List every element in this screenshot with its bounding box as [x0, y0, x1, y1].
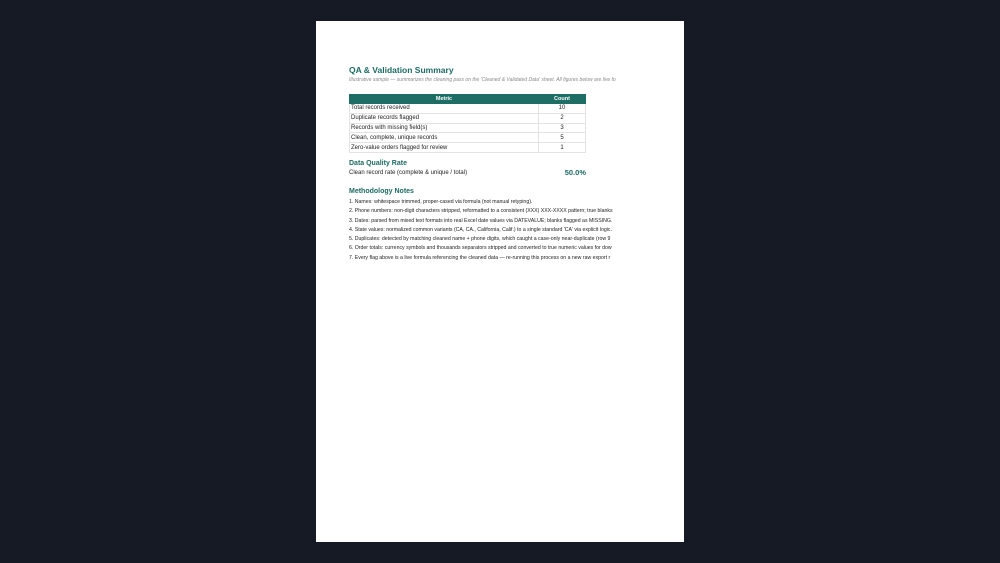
methodology-note: 3. Dates: parsed from mixed text formats into real Excel date values via DATEVALUE; blanks flagged as MISSING.: [349, 217, 613, 224]
metric-column-header: Metric: [350, 95, 539, 104]
table-row: [350, 113, 586, 123]
table-row: [350, 104, 586, 114]
metric-cell: Duplicate records flagged: [350, 113, 539, 123]
methodology-note: 1. Names: whitespace trimmed, proper-cased via formula (not manual retyping).: [349, 199, 533, 205]
metric-cell: Zero-value orders flagged for review: [350, 143, 539, 153]
clean-rate-value: 50.0%: [564, 168, 586, 177]
table-row: [350, 123, 586, 133]
methodology-note: 4. State values: normalized common variants (CA, CA., California, Calif.) to a single standard 'CA' via explicit logic.: [349, 226, 612, 233]
count-cell: 3: [539, 123, 586, 133]
count-column-header: Count: [539, 95, 586, 104]
methodology-notes-list: [349, 198, 646, 263]
metric-cell: Total records received: [350, 104, 539, 114]
methodology-note: 2. Phone numbers: non-digit characters stripped, reformatted to a consistent (XXX) XXX-XXXX pattern; true blanks: [349, 208, 613, 215]
data-quality-heading: Data Quality Rate: [349, 160, 407, 167]
document-page: [316, 21, 684, 542]
count-cell: 2: [539, 113, 586, 123]
methodology-note: 7. Every flag above is a live formula referencing the cleaned data — re-running this process on a new raw export r: [349, 254, 611, 261]
table-row: [350, 133, 586, 143]
metric-cell: Records with missing field(s): [350, 123, 539, 133]
count-cell: 10: [539, 104, 586, 114]
methodology-note: 6. Order totals: currency symbols and thousands separators stripped and converted to true numeric values for dow: [349, 245, 612, 252]
table-header-row: [350, 95, 586, 104]
table-row: [350, 143, 586, 153]
page-subtitle: Illustrative sample — summarizes the cleaning pass on the 'Cleaned & Validated Data' sheet. All figures below are live fo: [349, 77, 616, 83]
metrics-table: [349, 94, 586, 153]
methodology-heading: Methodology Notes: [349, 188, 414, 195]
metric-cell: Clean, complete, unique records: [350, 133, 539, 143]
clean-rate-label: Clean record rate (complete & unique / total): [349, 170, 468, 176]
count-cell: 5: [539, 133, 586, 143]
methodology-note: 5. Duplicates: detected by matching cleaned name + phone digits, which caught a case-only near-duplicate (row 9: [349, 236, 611, 243]
page-title: QA & Validation Summary: [349, 65, 454, 75]
count-cell: 1: [539, 143, 586, 153]
page-content: [349, 21, 646, 542]
